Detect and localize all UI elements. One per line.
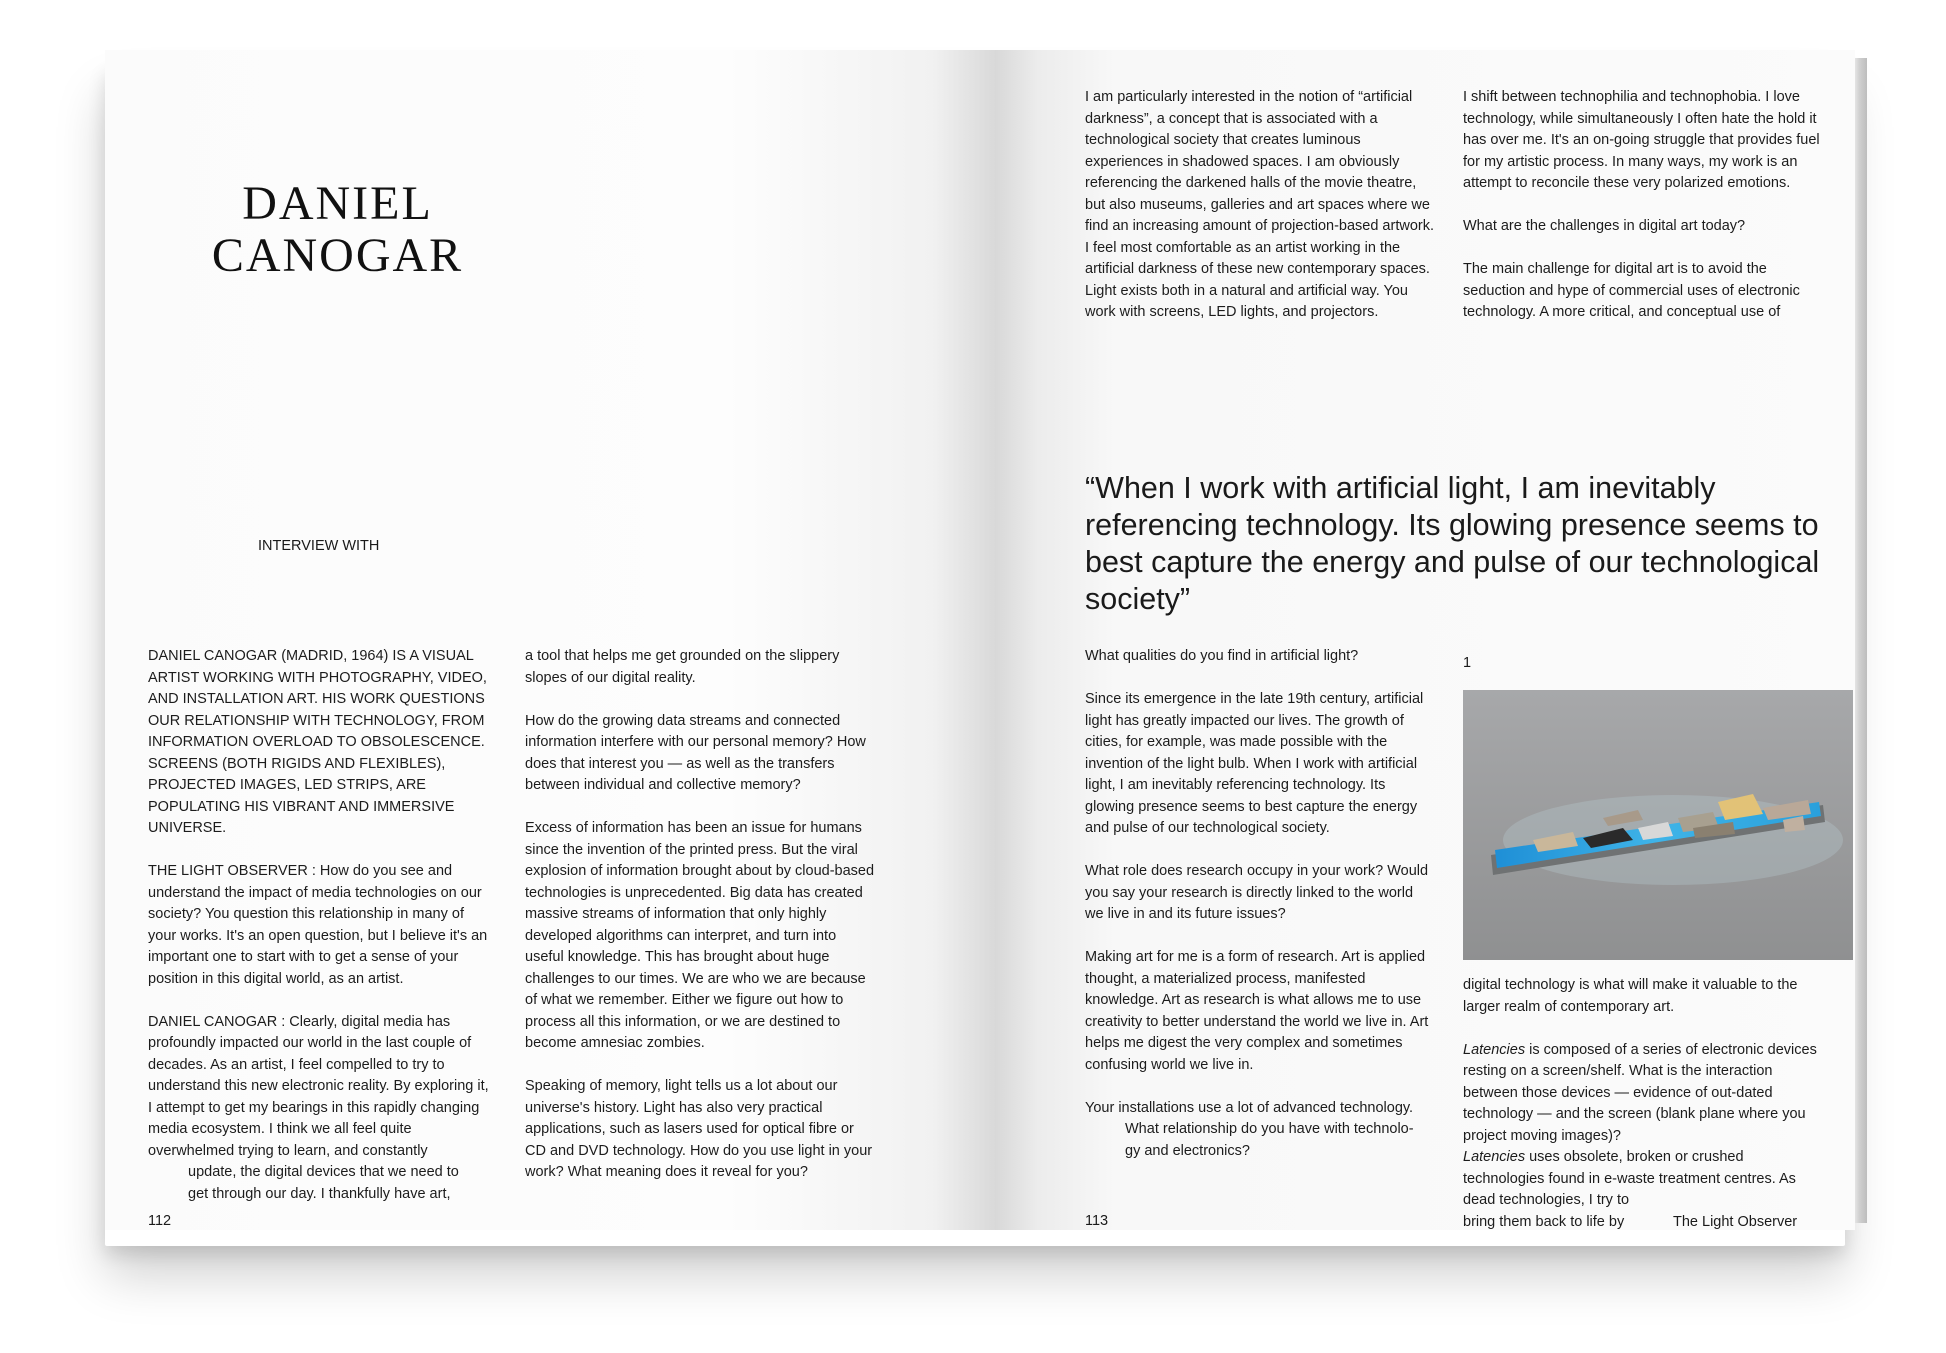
question-qualities: What qualities do you find in artificial light? xyxy=(1085,648,1359,664)
latencies-answer-text: uses obsolete, broken or crushed technologies found in e-waste treatment centres. As dead technologies, I try to xyxy=(1463,1149,1796,1208)
title-line-1: DANIEL xyxy=(242,177,433,230)
latencies-question xyxy=(1463,1040,1823,1148)
artificial-darkness-paragraph: I am particularly interested in the notion of “artificial darkness”, a concept that is associated with a technological society that creates luminous experiences in shadowed spaces. I am obviously referencing the darkened halls of the movie theatre, but also museums, galleries and art spaces where we find an increasing amount of projection-based artwork. I feel most comfortable as an artist working in the artificial darkness of these new contemporary spaces. xyxy=(1085,89,1434,277)
answer-1: DANIEL CANOGAR : Clearly, digital media has profoundly impacted our world in the last couple of decades. As an artist, I feel compelled to try to understand this new electronic reality. By exploring it, I attempt to get my bearings in this rapidly changing media ecosystem. I think we all feel quite overwhelmed trying to learn, and constantly xyxy=(148,1013,489,1159)
running-footer-title: The Light Observer xyxy=(1673,1214,1798,1230)
pull-quote: “When I work with artificial light, I am inevitably referencing technology. Its glowing presence seems to best capture the energy and pulse of our technological society” xyxy=(1085,471,1820,616)
answer-1-tail-1: update, the digital devices that we need to xyxy=(188,1164,459,1180)
col2-paragraph-1: a tool that helps me get grounded on the slippery slopes of our digital reality. xyxy=(525,648,840,686)
left-page xyxy=(105,50,995,1230)
right-top-column-2 xyxy=(1463,87,1823,345)
right-bottom-column-2 xyxy=(1463,975,1823,1230)
answer-1-tail-2: get through our day. I thankfully have art, xyxy=(188,1185,451,1202)
right-page xyxy=(995,50,1855,1230)
figure-number: 1 xyxy=(1463,655,1472,671)
right-top-column-1 xyxy=(1085,87,1435,345)
question-technology-tail-2: gy and electronics? xyxy=(1125,1142,1250,1159)
digital-tech-paragraph: digital technology is what will make it valuable to the larger realm of contemporary art. xyxy=(1463,977,1798,1015)
artwork-photo xyxy=(1463,690,1853,960)
qualities-answer: Since its emergence in the late 19th century, artificial light has greatly impacted our lives. The growth of cities, for example, was made possible with the invention of the light bulb. When I work with artificial light, I am inevitably referencing technology. Its glowing presence seems to best capture the energy and pulse of our technological society. xyxy=(1085,691,1424,836)
col2-answer-2: Excess of information has been an issue for humans since the invention of the printed press. But the viral explosion of information brought about by cloud-based technologies is unprecedented. Big data has created massive streams of information that only highly developed algorithms can interpret, and turn into useful knowledge. This has brought about huge challenges to our times. We are who we are because of what we remember. Either we figure out how to process all this information, or we are destined to become amnesiac zombies. xyxy=(525,820,875,1051)
question-technology-tail-1: What relationship do you have with technolo- xyxy=(1125,1121,1414,1137)
page-number-left: 112 xyxy=(148,1213,172,1229)
col2-question-2: How do the growing data streams and connected information interfere with our personal memory? How does that interest you — as well as the transfers between individual and collective memory? xyxy=(525,712,866,793)
right-bottom-column-1 xyxy=(1085,646,1435,1162)
question-1: THE LIGHT OBSERVER : How do you see and understand the impact of media technologies on our society? You question this relationship in many of your works. It's an open question, but I believe it's an important one to start with to get a sense of your position in this digital world, as an artist. xyxy=(148,863,488,987)
page-number-right: 113 xyxy=(1085,1213,1109,1229)
question-light: Light exists both in a natural and artificial way. You work with screens, LED lights, and projectors. xyxy=(1085,282,1408,320)
page-edges xyxy=(1855,58,1867,1223)
intro-paragraph: DANIEL CANOGAR (MADRID, 1964) IS A VISUAL ARTIST WORKING WITH PHOTOGRAPHY, VIDEO, AND INSTALLATION ART. HIS WORK QUESTIONS OUR RELATIONSHIP WITH TECHNOLOGY, FROM INFORMATION OVERLOAD TO OBSOLESCENCE. SCREENS (BOTH RIGIDS AND FLEXIBLES), PROJECTED IMAGES, LED STRIPS, ARE POPULATING HIS VIBRANT AND IMMERSIVE UNIVERSE. xyxy=(148,648,487,836)
technophilia-paragraph: I shift between technophilia and technophobia. I love technology, while simultaneously I often hate the hold it has over me. It's an on-going struggle that provides fuel for my artistic process. In many ways, my work is an attempt to reconcile these very polarized emotions. xyxy=(1463,89,1820,191)
question-challenges: What are the challenges in digital art today? xyxy=(1463,218,1746,234)
latencies-answer-tail: bring them back to life by xyxy=(1463,1213,1625,1230)
question-research: What role does research occupy in your work? Would you say your research is directly linked to the world we live in and its future issues? xyxy=(1085,863,1429,922)
left-column-2 xyxy=(525,646,875,1205)
left-column-1 xyxy=(148,646,493,1205)
latencies-answer xyxy=(1463,1147,1823,1212)
col2-question-3: Speaking of memory, light tells us a lot about our universe's history. Light has also very practical applications, such as lasers used for optical fibre or CD and DVD technology. How do you use light in your work? What meaning does it reveal for you? xyxy=(525,1078,873,1180)
latencies-title-2: Latencies xyxy=(1463,1149,1526,1165)
latencies-title-1: Latencies xyxy=(1463,1041,1526,1058)
latencies-question-text: is composed of a series of electronic devices resting on a screen/shelf. What is the interaction between those devices — evidence of out-dated technology — and the screen (blank plane where you project moving images)? xyxy=(1463,1041,1817,1144)
interview-label: INTERVIEW WITH xyxy=(258,538,380,554)
title-line-2: CANOGAR xyxy=(211,229,464,282)
page-title xyxy=(170,178,505,282)
challenges-answer: The main challenge for digital art is to avoid the seduction and hype of commercial uses of electronic technology. A more critical, and conceptual use of xyxy=(1463,261,1800,320)
research-answer: Making art for me is a form of research. Art is applied thought, a materialized process, manifested knowledge. Art as research is what allows me to use creativity to better understand the world we live in. Art helps me digest the very complex and sometimes confusing world we live in. xyxy=(1085,949,1429,1073)
question-technology: Your installations use a lot of advanced technology. xyxy=(1085,1099,1414,1116)
